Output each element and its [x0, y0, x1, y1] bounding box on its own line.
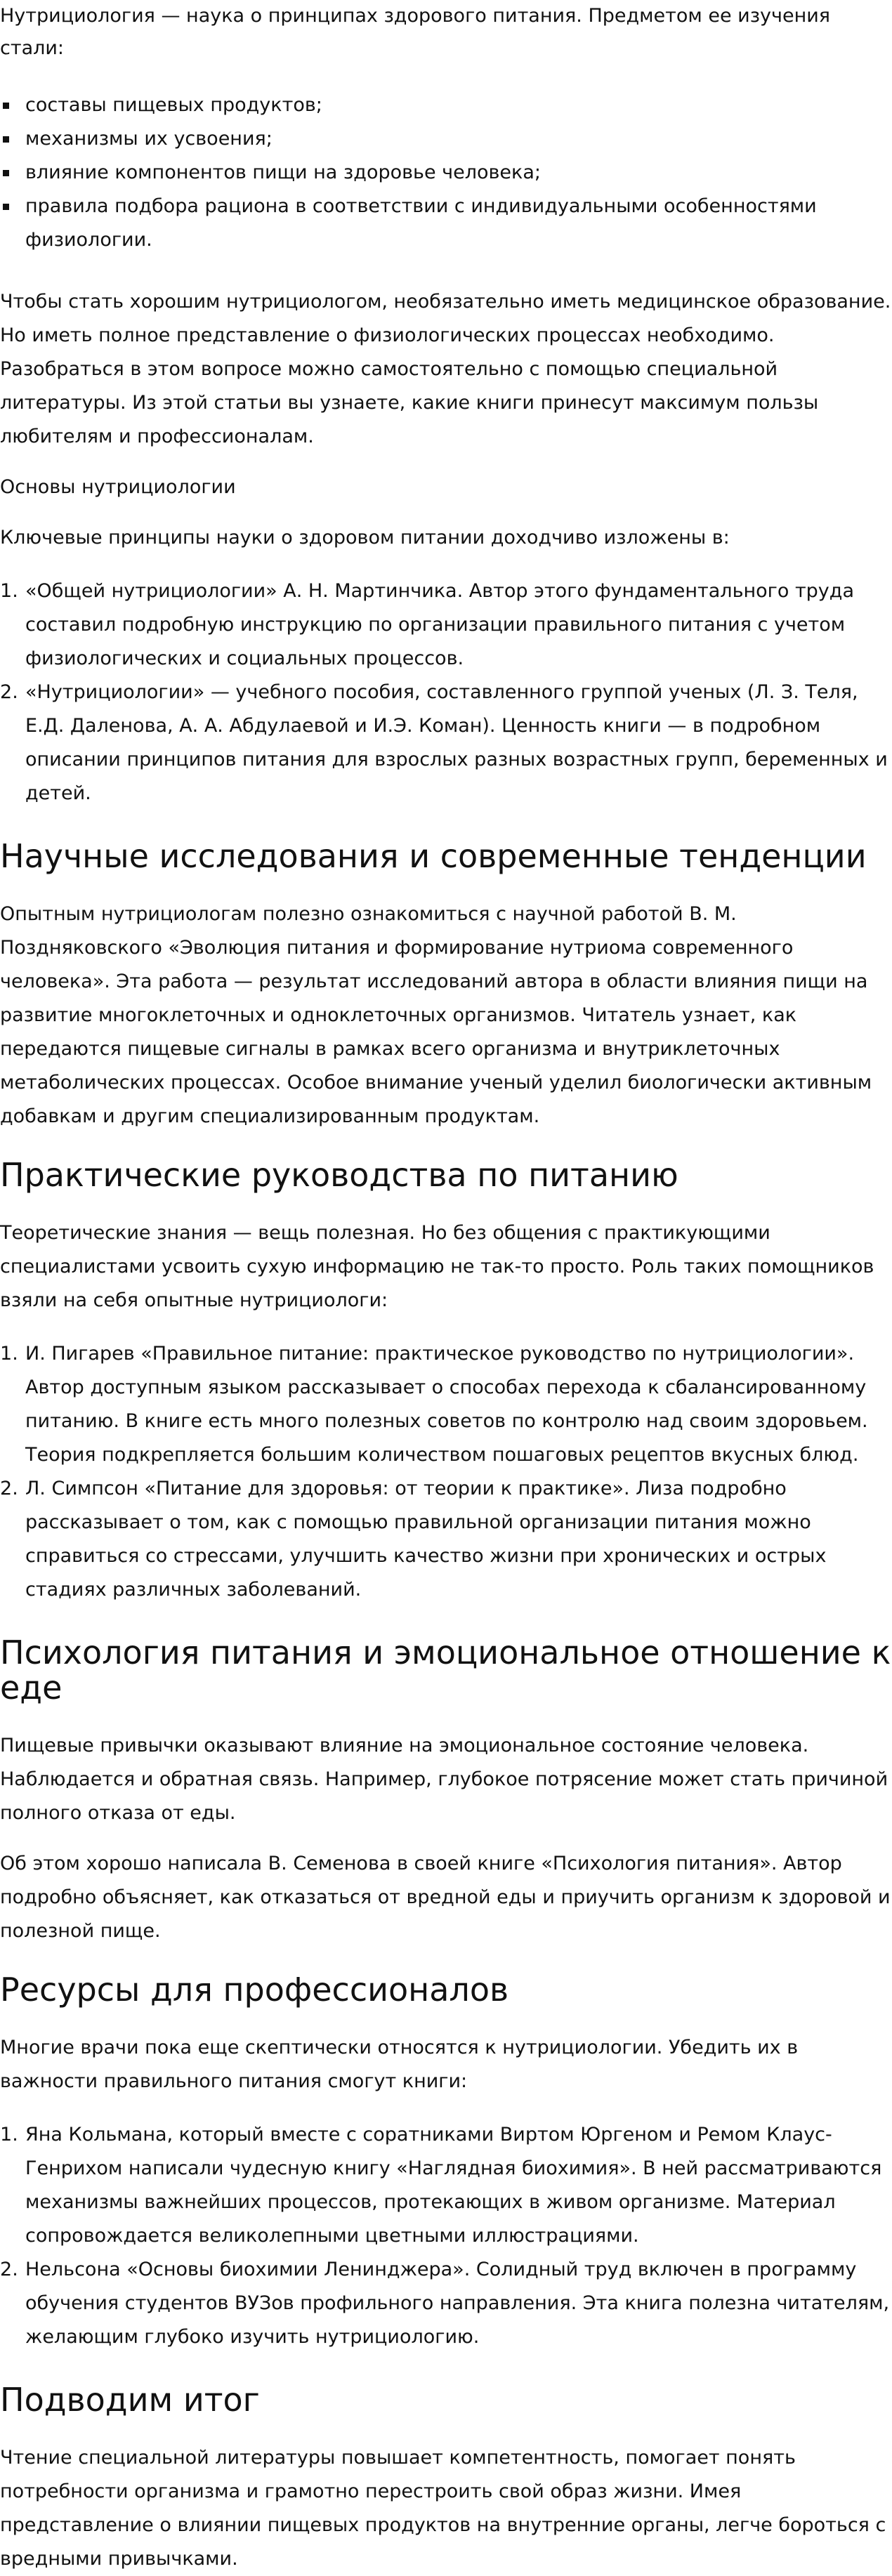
basics-list — [0, 574, 892, 810]
psychology-paragraph-2: Об этом хорошо написала В. Семенова в своей книге «Психология питания». Автор подробно объясняет, как отказаться от вредной еды и приучить организм к здоровой и полезной пище. — [0, 1853, 891, 1942]
list-item: И. Пигарев «Правильное питание: практическое руководство по нутрициологии». Автор доступным языком рассказывает о способах перехода к сбалансированному питанию. В книге есть много полезных советов по контролю над своим здоровьем. Теория подкрепляется большим количеством пошаговых рецептов вкусных блюд. — [25, 1343, 868, 1466]
research-heading: Научные исследования и современные тенденции — [0, 837, 867, 875]
summary-heading: Подводим итог — [0, 2381, 260, 2419]
list-item: составы пищевых продуктов; — [25, 88, 892, 122]
list-item: влияние компонентов пищи на здоровье человека; — [25, 156, 892, 190]
resources-lead: Многие врачи пока еще скептически относятся к нутрициологии. Убедить их в важности правильного питания смогут книги: — [0, 2037, 799, 2092]
list-item: «Общей нутрициологии» А. Н. Мартинчика. Автор этого фундаментального труда составил подробную инструкцию по организации правильного питания с учетом физиологических и социальных процессов. — [25, 580, 854, 669]
summary-paragraph: Чтение специальной литературы повышает компетентность, помогает понять потребности организма и грамотно перестроить свой образ жизни. Имея представление о влиянии пищевых продуктов на внутренние органы, легче бороться с вредными привычками. — [0, 2447, 886, 2570]
list-item: Л. Симпсон «Питание для здоровья: от теории к практике». Лиза подробно рассказывает о том, как с помощью правильной организации питания можно справиться со стрессами, улучшить качество жизни при хронических и острых стадиях различных заболеваний. — [25, 1478, 827, 1601]
basics-lead: Ключевые принципы науки о здоровом питании доходчиво изложены в: — [0, 527, 730, 548]
resources-list — [0, 2118, 892, 2354]
psychology-heading: Психология питания и эмоциональное отношение к еде — [0, 1634, 891, 1707]
list-item: правила подбора рациона в соответствии с индивидуальными особенностями физиологии. — [25, 190, 892, 257]
list-item: Нельсона «Основы биохимии Ленинджера». Солидный труд включен в программу обучения студентов ВУЗов профильного направления. Эта книга полезна читателям, желающим глубоко изучить нутрициологию. — [25, 2259, 890, 2348]
research-paragraph: Опытным нутрициологам полезно ознакомиться с научной работой В. М. Поздняковского «Эволюция питания и формирование нутриома современного человека». Эта работа — результат исследований автора в области влияния пищи на развитие многоклеточных и одноклеточных организмов. Читатель узнает, как передаются пищевые сигналы в рамках всего организма и внутриклеточных метаболических процессах. Особое внимание ученый уделил биологически активным добавкам и другим специализированным продуктам. — [0, 903, 872, 1127]
practical-list — [0, 1337, 892, 1607]
practical-lead: Теоретические знания — вещь полезная. Но без общения с практикующими специалистами усвоить сухую информацию не так-то просто. Роль таких помощников взяли на себя опытные нутрициологи: — [0, 1222, 874, 1311]
psychology-paragraph-1: Пищевые привычки оказывают влияние на эмоциональное состояние человека. Наблюдается и обратная связь. Например, глубокое потрясение может стать причиной полного отказа от еды. — [0, 1735, 888, 1824]
list-item: механизмы их усвоения; — [25, 122, 892, 156]
list-item: Яна Кольмана, который вместе с соратниками Виртом Юргеном и Ремом Клаус-Генрихом написали чудесную книгу «Наглядная биохимия». В ней рассматриваются механизмы важнейших процессов, протекающих в живом организме. Материал сопровождается великолепными цветными иллюстрациями. — [25, 2124, 882, 2247]
intro-paragraph: Нутрициология — наука о принципах здорового питания. Предметом ее изучения стали: — [0, 5, 831, 59]
education-paragraph: Чтобы стать хорошим нутрициологом, необязательно иметь медицинское образование. Но иметь полное представление о физиологических процессах необходимо. Разобраться в этом вопросе можно самостоятельно с помощью специальной литературы. Из этой статьи вы узнаете, какие книги принесут максимум пользы любителям и профессионалам. — [0, 291, 891, 447]
resources-heading: Ресурсы для профессионалов — [0, 1971, 509, 2009]
basics-label: Основы нутрициологии — [0, 476, 236, 498]
practical-heading: Практические руководства по питанию — [0, 1156, 678, 1194]
subjects-list — [0, 88, 892, 257]
list-item: «Нутрициологии» — учебного пособия, составленного группой ученых (Л. З. Теля, Е.Д. Даленова, А. А. Абдулаевой и И.Э. Коман). Ценность книги — в подробном описании принципов питания для взрослых разных возрастных групп, беременных и детей. — [25, 681, 888, 804]
